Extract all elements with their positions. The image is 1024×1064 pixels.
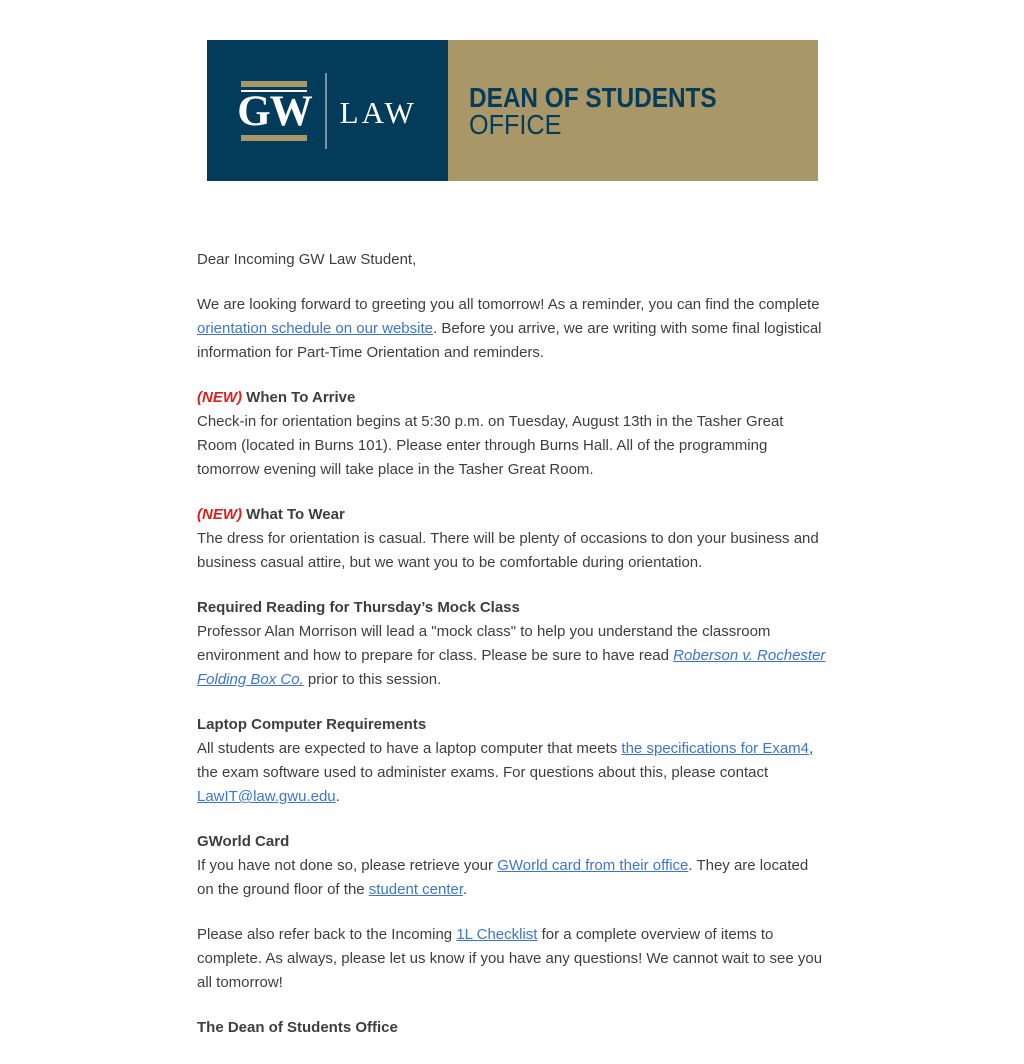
email-paragraph: [197, 596, 827, 692]
email-paragraph: [197, 923, 827, 995]
office-title-line2: OFFICE: [468, 108, 561, 140]
section-heading-text: Required Reading for Thursday’s Mock Class: [197, 599, 520, 616]
email-paragraph: [197, 713, 827, 809]
office-title-line1: DEAN OF STUDENTS: [468, 81, 717, 113]
email-link[interactable]: orientation schedule on our website: [197, 320, 433, 337]
body-text: . They are located on the ground floor of the: [197, 857, 809, 898]
body-text: All students are expected to have a laptop computer that meets: [197, 740, 622, 757]
body-text: for a complete overview of items to complete. As always, please let us know if you have any questions! We cannot wait to see you all tomorrow!: [197, 926, 823, 991]
body-text: , the exam software used to administer exams. For questions about this, please contact: [197, 740, 814, 781]
body-text: . Before you arrive, we are writing with some final logistical information for Part-Time Orientation and reminders.: [197, 320, 822, 361]
body-text: If you have not done so, please retrieve your: [197, 857, 498, 874]
section-heading-text: (NEW): [197, 506, 242, 523]
gw-law-logo: [207, 40, 448, 181]
email-paragraph: [197, 1016, 827, 1040]
logo-divider: [325, 73, 327, 149]
email-link[interactable]: LawIT@law.gwu.edu: [197, 788, 336, 805]
section-heading-text: When To Arrive: [242, 389, 356, 406]
body-text: Check-in for orientation begins at 5:30 p.m. on Tuesday, August 13th in the Tasher Great Room (located in Burns 101). Please enter through Burns Hall. All of the programming tomorrow evening will take place in the Tasher Great Room.: [197, 413, 784, 478]
email-message: [0, 40, 1024, 1064]
email-link[interactable]: 1L Checklist: [456, 926, 538, 943]
email-link[interactable]: Roberson v. Rochester Folding Box Co.: [197, 647, 826, 688]
email-paragraph: [197, 503, 827, 575]
email-link[interactable]: the specifications for Exam4: [621, 740, 810, 757]
body-text: .: [463, 881, 468, 898]
gw-monogram: [237, 81, 311, 141]
section-heading-text: (NEW): [197, 389, 242, 406]
body-text: We are looking forward to greeting you all tomorrow! As a reminder, you can find the complete: [197, 296, 820, 313]
body-text: prior to this session.: [303, 671, 442, 688]
email-paragraph: [197, 248, 827, 272]
body-text: The dress for orientation is casual. There will be plenty of occasions to don your business and business casual attire, but we want you to be comfortable during orientation.: [197, 530, 819, 571]
section-heading-text: What To Wear: [242, 506, 345, 523]
email-content: [197, 181, 827, 1040]
logo-bar-top: [241, 81, 307, 87]
header-banner[interactable]: [207, 40, 818, 181]
body-text: .: [335, 788, 340, 805]
body-text: Please also refer back to the Incoming: [197, 926, 457, 943]
email-paragraph: [197, 293, 827, 365]
body-text: Professor Alan Morrison will lead a "mock class" to help you understand the classroom environment and how to prepare for class. Please be sure to have read: [197, 623, 771, 664]
office-title-block: [448, 40, 818, 181]
law-wordmark: LAW: [339, 95, 417, 130]
body-text: Dear Incoming GW Law Student,: [197, 251, 417, 268]
logo-bar-bottom: [241, 135, 307, 141]
email-paragraph: [197, 386, 827, 482]
email-link[interactable]: student center: [368, 881, 464, 898]
email-link[interactable]: GWorld card from their office: [497, 857, 689, 874]
email-paragraph: [197, 830, 827, 902]
gw-monogram-letters: GW: [237, 87, 312, 135]
section-heading-text: GWorld Card: [197, 833, 290, 850]
section-heading-text: The Dean of Students Office: [197, 1019, 398, 1036]
section-heading-text: Laptop Computer Requirements: [197, 716, 427, 733]
